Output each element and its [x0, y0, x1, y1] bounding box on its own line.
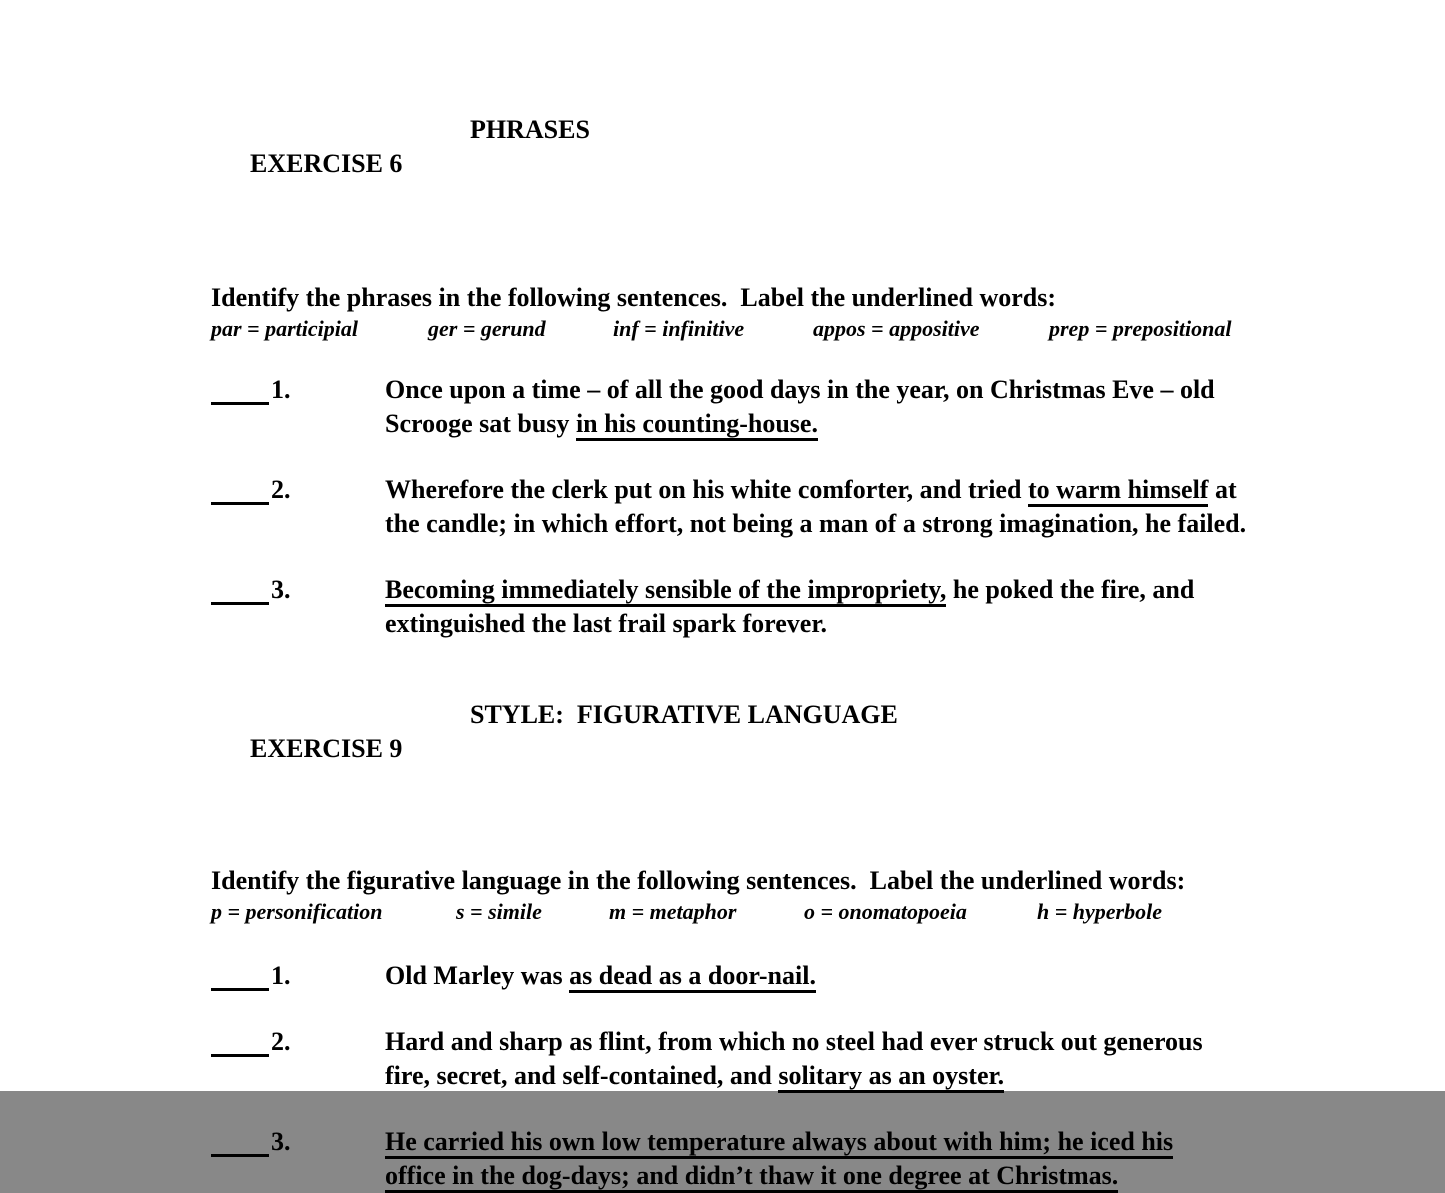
text-segment: Hard and sharp as flint, from which no steel had ever struck out generous [385, 1027, 1203, 1056]
exercise-9-title: EXERCISE 9 [250, 734, 403, 763]
text-segment: Scrooge sat busy [385, 409, 576, 438]
key-abbreviation: m = metaphor [609, 899, 737, 924]
exercise-6-title-row [211, 113, 1415, 249]
text-segment: he poked the fire, and [946, 575, 1195, 604]
text-line [385, 1025, 1415, 1059]
text-line [385, 507, 1415, 541]
question-number: 2. [271, 475, 291, 504]
underlined-phrase: to warm himself [1028, 475, 1209, 507]
key-abbreviation: par = participial [211, 316, 358, 341]
question-label [211, 959, 385, 993]
exercise-6-questions [211, 373, 1415, 641]
exercise-9-topic: STYLE: FIGURATIVE LANGUAGE [470, 700, 898, 729]
key-abbreviation: p = personification [211, 899, 383, 924]
exercise-6-section [211, 113, 1415, 641]
text-line [385, 1159, 1415, 1193]
question-number: 1. [271, 375, 291, 404]
text-line [385, 573, 1415, 607]
answer-blank [211, 582, 269, 605]
question-label [211, 473, 385, 541]
text-line [385, 407, 1415, 441]
text-segment: extinguished the last frail spark forever. [385, 609, 827, 638]
question-row [211, 959, 1415, 993]
question-label [211, 1125, 385, 1193]
key-abbreviation: s = simile [456, 899, 542, 924]
question-number: 1. [271, 961, 291, 990]
exercise-9-section [211, 698, 1415, 1193]
underlined-phrase: solitary as an oyster. [778, 1061, 1004, 1093]
text-segment: Old Marley was [385, 961, 570, 990]
key-abbreviation: appos = appositive [813, 316, 980, 341]
text-line [385, 373, 1415, 407]
key-abbreviation: inf = infinitive [613, 316, 745, 341]
exercise-9-title-row [211, 698, 1415, 834]
question-text [385, 1125, 1415, 1193]
question-row [211, 1025, 1415, 1093]
text-segment: Wherefore the clerk put on his white comforter, and tried [385, 475, 1028, 504]
key-abbreviation: ger = gerund [428, 316, 546, 341]
question-row [211, 1125, 1415, 1193]
underlined-phrase: Becoming immediately sensible of the impropriety, [385, 575, 946, 607]
question-label [211, 1025, 385, 1093]
exercise-6-topic: PHRASES [470, 115, 590, 144]
key-abbreviation: h = hyperbole [1037, 899, 1162, 924]
key-abbreviation: prep = prepositional [1049, 316, 1232, 341]
text-line [385, 959, 1415, 993]
text-line [385, 473, 1415, 507]
text-segment: at [1208, 475, 1237, 504]
answer-blank [211, 382, 269, 405]
key-abbreviation: o = onomatopoeia [804, 899, 967, 924]
exercise-9-questions [211, 959, 1415, 1193]
answer-blank [211, 1134, 269, 1157]
question-text [385, 373, 1415, 441]
text-line [385, 607, 1415, 641]
text-line [385, 1125, 1415, 1159]
exercise-6-abbreviation-key [211, 315, 1415, 343]
exercise-6-instructions: Identify the phrases in the following sentences. Label the underlined words: [211, 283, 1057, 312]
question-row [211, 573, 1415, 641]
question-number: 3. [271, 575, 291, 604]
question-label [211, 573, 385, 641]
underlined-phrase: in his counting-house. [576, 409, 818, 441]
text-segment: the candle; in which effort, not being a man of a strong imagination, he failed. [385, 509, 1247, 538]
question-text [385, 473, 1415, 541]
text-segment: fire, secret, and self-contained, and [385, 1061, 779, 1090]
underlined-phrase: office in the dog-days; and didn’t thaw it one degree at Christmas. [385, 1161, 1118, 1193]
underlined-phrase: He carried his own low temperature always about with him; he iced his [385, 1127, 1173, 1159]
exercise-9-abbreviation-key [211, 898, 1415, 926]
text-segment: Once upon a time – of all the good days in the year, on Christmas Eve – old [385, 375, 1215, 404]
underlined-phrase: as dead as a door-nail. [569, 961, 816, 993]
question-row [211, 473, 1415, 541]
answer-blank [211, 968, 269, 991]
question-number: 3. [271, 1127, 291, 1156]
exercise-9-instructions: Identify the figurative language in the following sentences. Label the underlined words: [211, 866, 1186, 895]
question-label [211, 373, 385, 441]
question-text [385, 573, 1415, 641]
answer-blank [211, 1034, 269, 1057]
text-line [385, 1059, 1415, 1093]
answer-blank [211, 482, 269, 505]
question-number: 2. [271, 1027, 291, 1056]
question-text [385, 1025, 1415, 1093]
exercise-6-title: EXERCISE 6 [250, 149, 403, 178]
question-text [385, 959, 1415, 993]
question-row [211, 373, 1415, 441]
